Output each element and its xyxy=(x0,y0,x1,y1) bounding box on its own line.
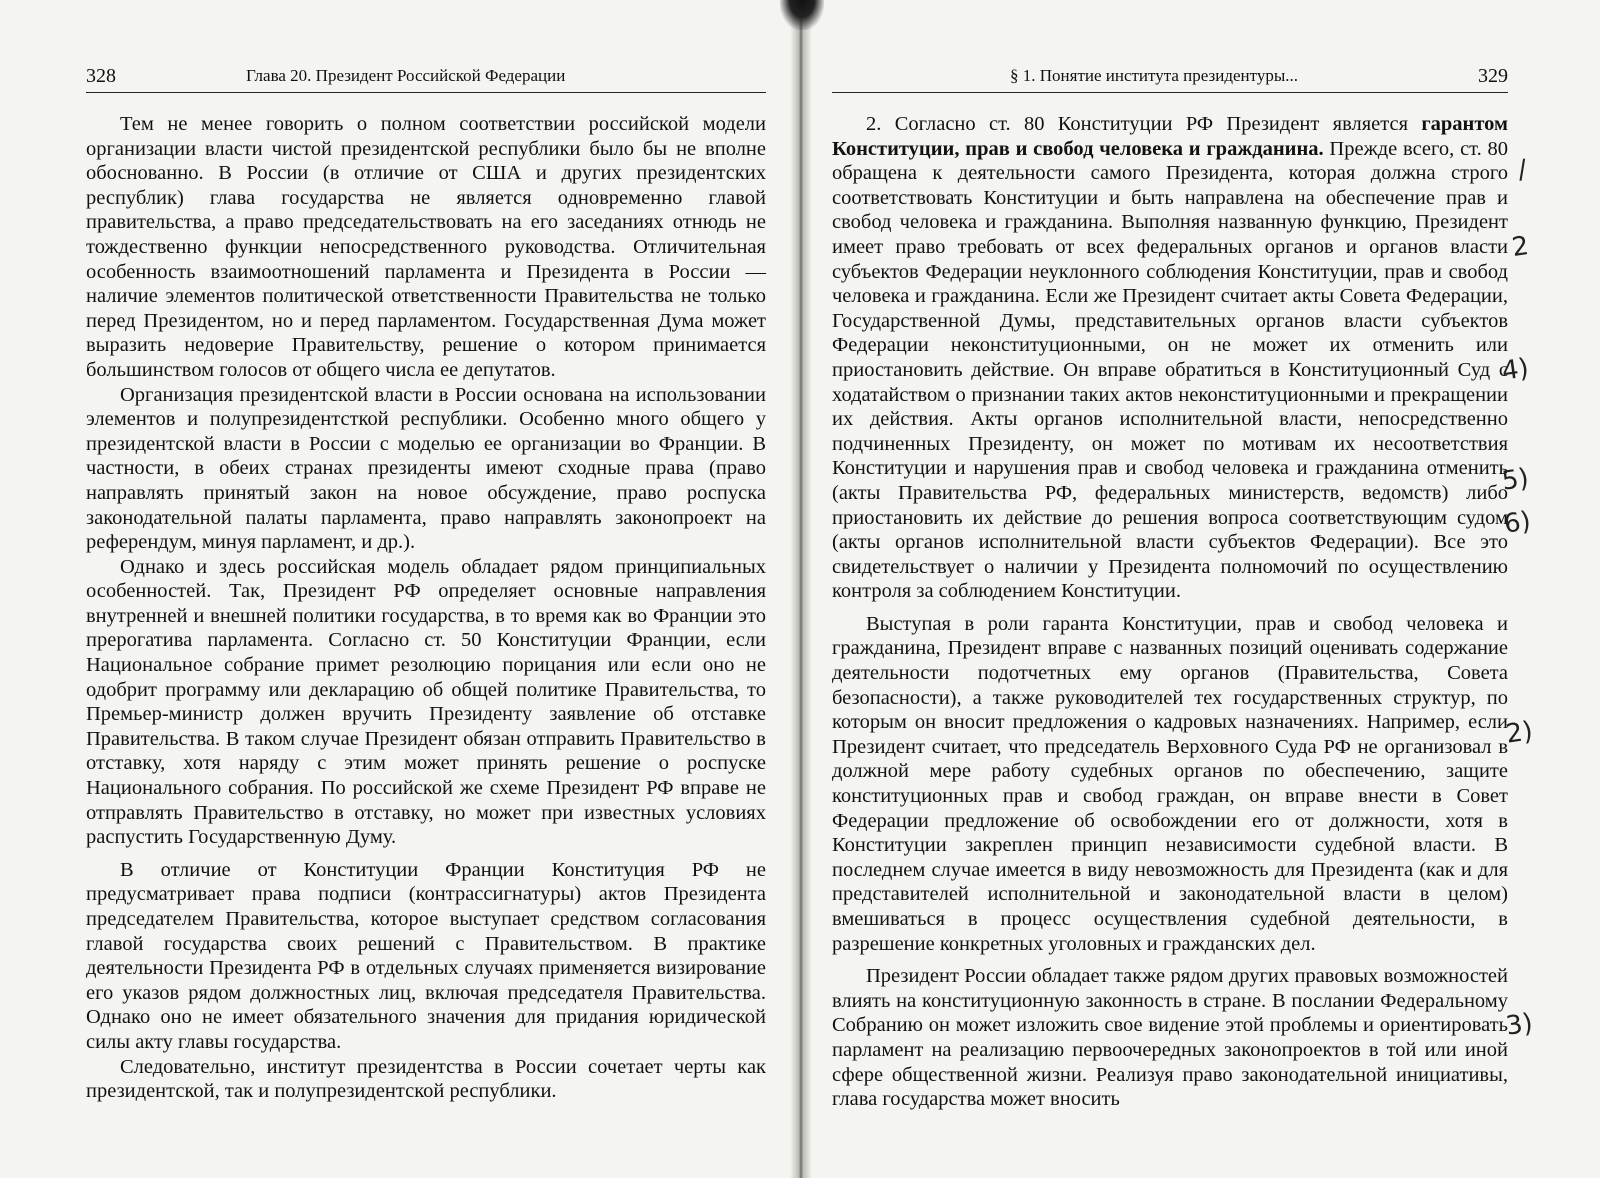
left-page-body xyxy=(86,112,766,1104)
paragraph-bold-term: гарантом Конституции, прав и свобод человека и гражданина. xyxy=(832,113,1508,160)
margin-note: 3) xyxy=(1504,1008,1535,1042)
right-page-body xyxy=(832,112,1508,1112)
paragraph: Организация президентской власти в России основана на использовании элементов и полупрезидентсткой республики. Особенно много общего у президентской власти в России с моделью ее организации во Франции. В частности, в обеих странах президенты имеют сходные права (право направлять принятый закон на новое обсуждение, право роспуска законодательной палаты парламента, право направлять законопроект на референдум, минуя парламент, и др.). xyxy=(86,383,766,554)
paragraph-lead: 2. Согласно ст. 80 Конституции РФ Президент является xyxy=(866,113,1422,135)
right-running-head: § 1. Понятие института президентуры... xyxy=(1010,66,1299,85)
paragraph-rest: Прежде всего, ст. 80 обращена к деятельности самого Президента, которая должна строго соответствовать Конституции и быть направлена на обеспечение прав и свобод человека и гражданина. Выполняя названную функцию, Президент имеет право требовать от всех федеральных органов и органов власти субъектов Федерации неуклонного соблюдения Конституции, прав и свобод человека и гражданина. Если же Президент считает акты Совета Федерации, Государственной Думы, представительных органов власти субъектов Федерации неконституционными, он не может их отменить или приостановить действие. Он вправе обратиться в Конституционный Суд с ходатайством о признании таких актов неконституционными и прекращении их действия. Акты органов исполнительной власти, непосредственно подчиненных Президенту, он может по мотивам их несоответствия Конституции и нарушения прав и свобод человека и гражданина отменить (акты Правительства РФ, федеральных министерств, ведомств) либо приостановить их действие до решения вопроса соответствующим судом (акты органов исполнительной власти субъектов Федерации). Все это свидетельствует о наличии у Президента полномочий по осуществлению контроля за соблюдением Конституции. xyxy=(832,137,1508,603)
margin-note: 4) xyxy=(1500,353,1531,387)
paragraph: Выступая в роли гаранта Конституции, прав и свобод человека и гражданина, Президент вправе с названных позиций оценивать содержание деятельности подотчетных ему органов (Правительства, Совета безопасности), а также руководителей тех государственных структур, по которым он вносит предложения о кадровых назначениях. Например, если Президент считает, что председатель Верховного Суда РФ не организовал в должной мере работу судебных органов по обеспечению, защите конституционных прав и свобод граждан, он вправе внести в Совет Федерации предложение об освобождении его от должности, хотя в Конституции закреплен принцип независимости судебной власти. В последнем случае имеется в виду невозможность для Президента (как и для представителей исполнительной и законодательной власти в целом) вмешиваться в процесс осуществления судебной деятельности, в разрешение конкретных уголовных и гражданских дел. xyxy=(832,612,1508,955)
left-page-number: 328 xyxy=(86,65,116,87)
paragraph: Тем не менее говорить о полном соответствии российской модели организации власти чистой президентской республики было бы не вполне обоснованно. В России (в отличие от США и других президентских республик) глава государства не является одновременно главой правительства, а право председательствовать на его заседаниях отнюдь не тождественно функции непосредственного руководства. Отличительная особенность взаимоотношений парламента и Президента в России — наличие элементов политической ответственности Правительства не только перед Президентом, но и перед парламентом. Государственная Дума может выразить недоверие Правительству, решение о котором принимается большинством голосов от общего числа ее депутатов. xyxy=(86,113,766,381)
left-page xyxy=(0,0,790,1178)
margin-note: 2) xyxy=(1504,716,1535,750)
left-page-header xyxy=(86,60,766,93)
book-spine xyxy=(790,0,812,1178)
paragraph: В отличие от Конституции Франции Конституция РФ не предусматривает права подписи (контрассигнатуры) актов Президента председателем Правительства, которое выступает средством согласования главой государства своих решений с Правительством. В практике деятельности Президента РФ в отдельных случаях применяется визирование его указов рядом должностных лиц, включая председателя Правительства. Однако оно не имеет обязательного значения для придания юридической силы акту главы государства. xyxy=(86,858,766,1053)
right-page xyxy=(812,0,1600,1178)
margin-note: 2 xyxy=(1509,230,1531,264)
margin-note: / xyxy=(1515,154,1529,186)
right-page-number: 329 xyxy=(1478,65,1508,87)
paragraph: Следовательно, институт президентства в России сочетает черты как президентской, так и полупрезидентской республики. xyxy=(86,1055,766,1103)
right-page-header xyxy=(832,60,1508,93)
paragraph: Однако и здесь российская модель обладает рядом принципиальных особенностей. Так, Президент РФ определяет основные направления внутренней и внешней политики государства, в то время как во Франции это прерогатива парламента. Согласно ст. 50 Конституции Франции, если Национальное собрание примет резолюцию порицания или если оно не одобрит программу или декларацию об общей политике Правительства, то Премьер-министр должен вручить Президенту заявление об отставке Правительства. В таком случае Президент обязан отправить Правительство в отставку, хотя наряду с этим может принять решение о роспуске Национального собрания. По российской же схеме Президент РФ вправе не отправлять Правительство в отставку, но может при известных условиях распустить Государственную Думу. xyxy=(86,555,766,849)
left-running-head: Глава 20. Президент Российской Федерации xyxy=(246,66,566,85)
paragraph xyxy=(832,112,1508,604)
paragraph: Президент России обладает также рядом других правовых возможностей влиять на конституционную законность в стране. В послании Федеральному Собранию он может изложить свое видение этой проблемы и ориентировать парламент на реализацию первоочередных законопроектов в той или иной сфере общественной жизни. Реализуя право законодательной инициативы, глава государства может вносить xyxy=(832,965,1508,1111)
margin-note: 5) xyxy=(1500,463,1531,497)
margin-note: 6) xyxy=(1502,506,1533,540)
